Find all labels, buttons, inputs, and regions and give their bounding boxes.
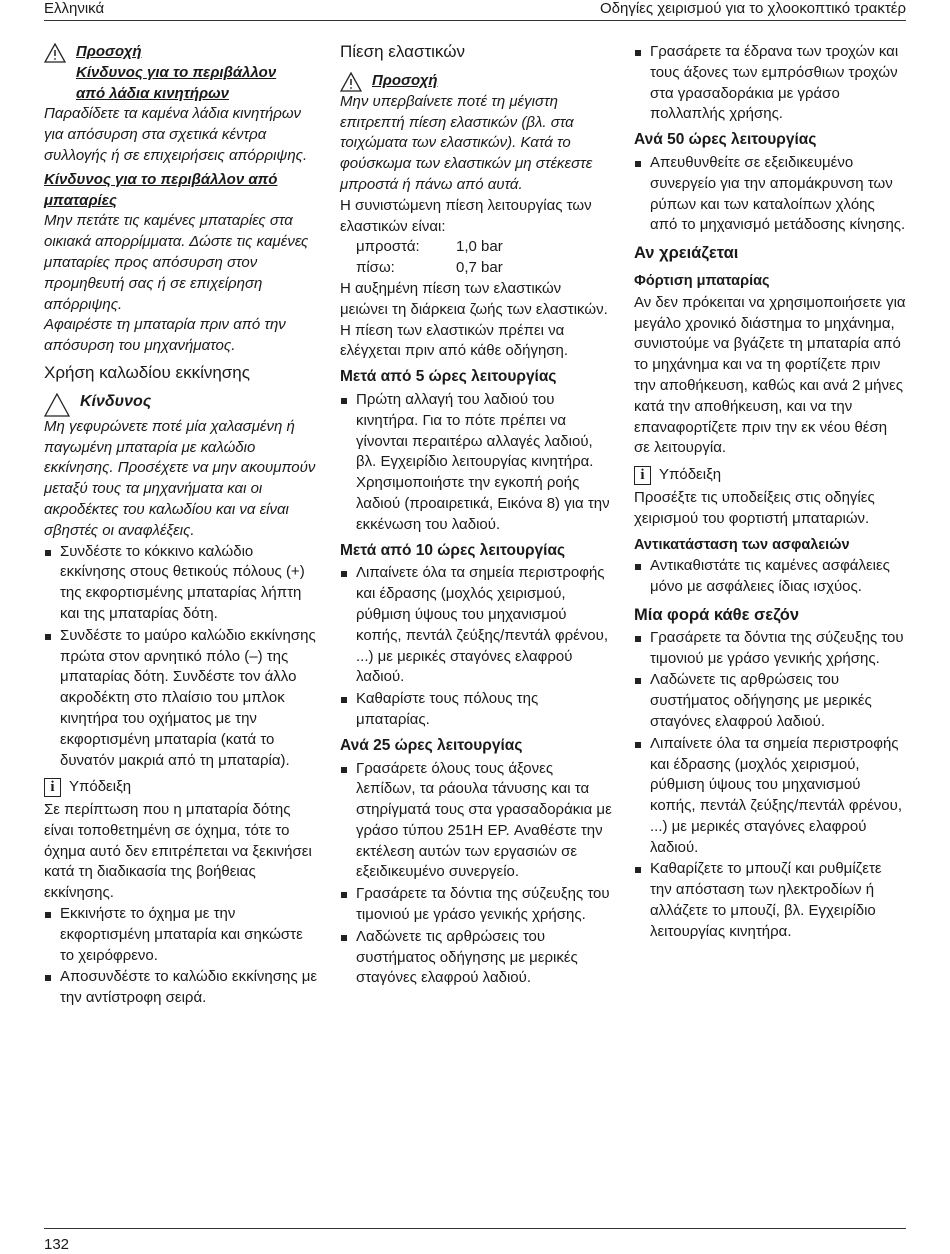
- jump-steps-list: [44, 542, 319, 772]
- list-item: Συνδέστε το μαύρο καλώδιο εκκίνησης πρώτα στον αρνητικό πόλο (–) της μπαταρίας δότη. Συνδέστε τον άλλο ακροδέκτη στο πλαίσιο του μπλοκ κινητήρα του οχήματος με την εκφορτισμένη μπαταρία (κατά το δυνατόν μακριά από τη μπαταρία).: [44, 626, 319, 772]
- danger-title: Κίνδυνος: [80, 392, 152, 410]
- list-item: Γρασάρετε τα έδρανα των τροχών και τους άξονες των εμπρόσθιων τροχών στα γρασαδοράκια με γράσο πολλαπλής χρήσης.: [634, 42, 906, 125]
- pressure-value: 1,0 bar: [456, 238, 503, 256]
- header-language: Ελληνικά: [44, 0, 105, 17]
- header-title: Οδηγίες χειρισμού για το χλοοκοπτικό τρακτέρ: [599, 0, 906, 17]
- jump-steps-list-2: [44, 904, 319, 1009]
- column-2: [340, 42, 612, 990]
- list-25h-continued: [634, 42, 906, 125]
- subheading-battery-charging: Φόρτιση μπαταρίας: [634, 272, 770, 289]
- pressure-row-front: [340, 237, 612, 258]
- section-heading-as-needed: Αν χρειάζεται: [634, 244, 739, 263]
- section-heading-jump-cable: Χρήση καλωδίου εκκίνησης: [44, 362, 250, 382]
- info-icon: i: [44, 778, 61, 797]
- pressure-label: μπροστά:: [356, 238, 420, 256]
- danger-box: [44, 392, 319, 417]
- subheading-fuses: Αντικατάσταση των ασφαλειών: [634, 536, 850, 553]
- list-item: Γρασάρετε τα δόντια της σύζευξης του τιμονιού με γράσο γενικής χρήσης.: [634, 628, 906, 670]
- note-heading: [634, 465, 906, 486]
- warning-subtitle: Κίνδυνος για το περιβάλλον: [76, 63, 277, 81]
- list-item: Λιπαίνετε όλα τα σημεία περιστροφής και έδρασης (μοχλός χειρισμού, ρύθμιση ύψους του μηχανισμού κοπής, πεντάλ ζεύξης/πεντάλ φρένου, ...) με μερικές σταγόνες ελαφρού λαδιού.: [634, 734, 906, 859]
- section-heading-25h: Ανά 25 ώρες λειτουργίας: [340, 736, 523, 754]
- list-item: Γρασάρετε τα δόντια της σύζευξης του τιμονιού με γράσο γενικής χρήσης.: [340, 884, 612, 926]
- section-heading-10h: Μετά από 10 ώρες λειτουργίας: [340, 541, 566, 559]
- list-item: Απευθυνθείτε σε εξειδικευμένο συνεργείο για την απομάκρυνση των ρύπων και των καταλοίπων χλόης από το μηχανισμό μετάδοσης κίνησης.: [634, 153, 906, 236]
- section-heading-50h: Ανά 50 ώρες λειτουργίας: [634, 131, 817, 149]
- list-item: Εκκινήστε το όχημα με την εκφορτισμένη μπαταρία και σηκώστε το χειρόφρενο.: [44, 904, 319, 966]
- list-25h: [340, 759, 612, 990]
- list-item: Γρασάρετε όλους τους άξονες λεπίδων, τα ράουλα τάνυσης και τα στηρίγματά τους στα γρασαδοράκια με γράσο τύπου 251H EP. Αναθέστε την εκτέλεση αυτών των εργασιών σε εξειδικευμένο συνεργείο.: [340, 759, 612, 884]
- list-item: Λαδώνετε τις αρθρώσεις του συστήματος οδήγησης με μερικές σταγόνες ελαφρού λαδιού.: [340, 927, 612, 989]
- list-50h: [634, 153, 906, 236]
- list-item: Καθαρίζετε το μπουζί και ρυθμίζετε την απόσταση των ηλεκτροδίων ή αλλάζετε το μπουζί, βλ. Εγχειρίδιο λειτουργίας κινητήρα.: [634, 859, 906, 942]
- danger-text: Μη γεφυρώνετε ποτέ μία χαλασμένη ή παγωμένη μπαταρία με καλώδιο εκκίνησης. Προσέχετε να μην ακουμπούν μεταξύ τους τα μηχανήματα και οι ακροδέκτες του καλωδίου και να είναι σβηστές οι αναφλέξεις.: [44, 417, 316, 539]
- warning-oil-text: Παραδίδετε τα καμένα λάδια κινητήρων για απόσυρση στα σχετικά κέντρα συλλογής ή σε επιχειρήσεις απόρριψης.: [44, 105, 308, 164]
- warning-battery-text: Μην πετάτε τις καμένες μπαταρίες στα οικιακά απορρίμματα. Δώστε τις καμένες μπαταρίες προς απόσυρση στον προμηθευτή σας ή σε επιχείρηση απόρριψης.: [44, 212, 309, 313]
- footer-divider: [44, 1228, 906, 1229]
- warning-oil: [44, 42, 319, 104]
- column-3: [634, 42, 906, 944]
- warning-title: Προσοχή: [372, 71, 438, 89]
- warning-battery-text-2: Αφαιρέστε τη μπαταρία πριν από την απόσυρση του μηχανήματος.: [44, 316, 286, 355]
- list-season: [634, 628, 906, 943]
- note-title: Υπόδειξη: [659, 466, 722, 484]
- note-text: Σε περίπτωση που η μπαταρία δότης είναι τοποθετημένη σε όχημα, τότε το όχημα αυτό δεν επιτρέπεται να ξεκινήσει κατά τη διαδικασία της βοήθειας εκκίνησης.: [44, 801, 312, 902]
- warning-tyre-text: Μην υπερβαίνετε ποτέ τη μέγιστη επιτρεπτή πίεση ελαστικών (βλ. στα τοιχώματα των ελαστικών). Κατά το φούσκωμα των ελαστικών μη στέκεστε μπροστά ή πάνω από αυτά.: [340, 92, 593, 193]
- pressure-label: πίσω:: [356, 259, 395, 277]
- info-icon: i: [634, 466, 651, 485]
- danger-triangle-icon: [44, 393, 70, 417]
- tyre-pressure-intro: Η συνιστώμενη πίεση λειτουργίας των ελαστικών είναι:: [340, 196, 592, 235]
- column-1: [44, 42, 319, 1010]
- note-title: Υπόδειξη: [69, 778, 132, 796]
- list-item: Λαδώνετε τις αρθρώσεις του συστήματος οδήγησης με μερικές σταγόνες ελαφρού λαδιού.: [634, 670, 906, 732]
- warning-subtitle-2: από λάδια κινητήρων: [76, 84, 229, 102]
- warning-title: Προσοχή: [76, 43, 142, 60]
- note-text: Προσέξτε τις υποδείξεις στις οδηγίες χειρισμού του φορτιστή μπαταριών.: [634, 488, 875, 527]
- pressure-value: 0,7 bar: [456, 259, 503, 277]
- list-fuses: [634, 556, 906, 598]
- warning-triangle-icon: [340, 72, 362, 92]
- section-heading-season: Μία φορά κάθε σεζόν: [634, 605, 800, 624]
- list-5h: [340, 390, 612, 536]
- section-heading-5h: Μετά από 5 ώρες λειτουργίας: [340, 368, 557, 386]
- page-header: [44, 0, 906, 21]
- list-item: Λιπαίνετε όλα τα σημεία περιστροφής και έδρασης (μοχλός χειρισμού, ρύθμιση ύψους του μηχανισμού κοπής, πεντάλ ζεύξης/πεντάλ φρένου, ...) με μερικές σταγόνες ελαφρού λαδιού.: [340, 563, 612, 688]
- list-item: Πρώτη αλλαγή του λαδιού του κινητήρα. Για το πότε πρέπει να γίνονται περαιτέρω αλλαγές λαδιού, βλ. Εγχειρίδιο λειτουργίας κινητήρα. Χρησιμοποιήστε την εγκοπή ροής λαδιού (προαιρετικά, Εικόνα 8) για την εκκένωση του λαδιού.: [340, 390, 612, 536]
- warning-triangle-icon: [44, 43, 66, 63]
- list-item: Αποσυνδέστε το καλώδιο εκκίνησης με την αντίστροφη σειρά.: [44, 967, 319, 1009]
- note-heading: [44, 777, 319, 798]
- list-item: Συνδέστε το κόκκινο καλώδιο εκκίνησης στους θετικούς πόλους (+) της εκφορτισμένης μπαταρίας λήπτη και της μπαταρίας δότη.: [44, 542, 319, 625]
- pressure-row-rear: [340, 258, 612, 279]
- tyre-pressure-note: Η αυξημένη πίεση των ελαστικών μειώνει τη διάρκεια ζωής των ελαστικών. Η πίεση των ελαστικών πρέπει να ελέγχεται πριν από κάθε οδήγηση.: [340, 279, 608, 360]
- warning-tyre: [340, 71, 612, 92]
- warning-battery-title: Κίνδυνος για το περιβάλλον από μπαταρίες: [44, 170, 278, 209]
- section-heading-tyre: Πίεση ελαστικών: [340, 42, 466, 61]
- page-number: 132: [44, 1236, 70, 1253]
- list-item: Καθαρίστε τους πόλους της μπαταρίας.: [340, 689, 612, 731]
- battery-charging-text: Αν δεν πρόκειται να χρησιμοποιήσετε για μεγάλο χρονικό διάστημα το μηχάνημα, συνιστούμε να βγάζετε τη μπαταρία από το μηχάνημα και να τη φορτίζετε πριν την αποθήκευση, καθώς και ανά 2 μήνες κατά την αποθήκευση, και να την επαναφορτίζετε πριν την εκ νέου θέση σε λειτουργία.: [634, 293, 906, 457]
- list-item: Αντικαθιστάτε τις καμένες ασφάλειες μόνο με ασφάλειες ίδιας ισχύος.: [634, 556, 906, 598]
- list-10h: [340, 563, 612, 730]
